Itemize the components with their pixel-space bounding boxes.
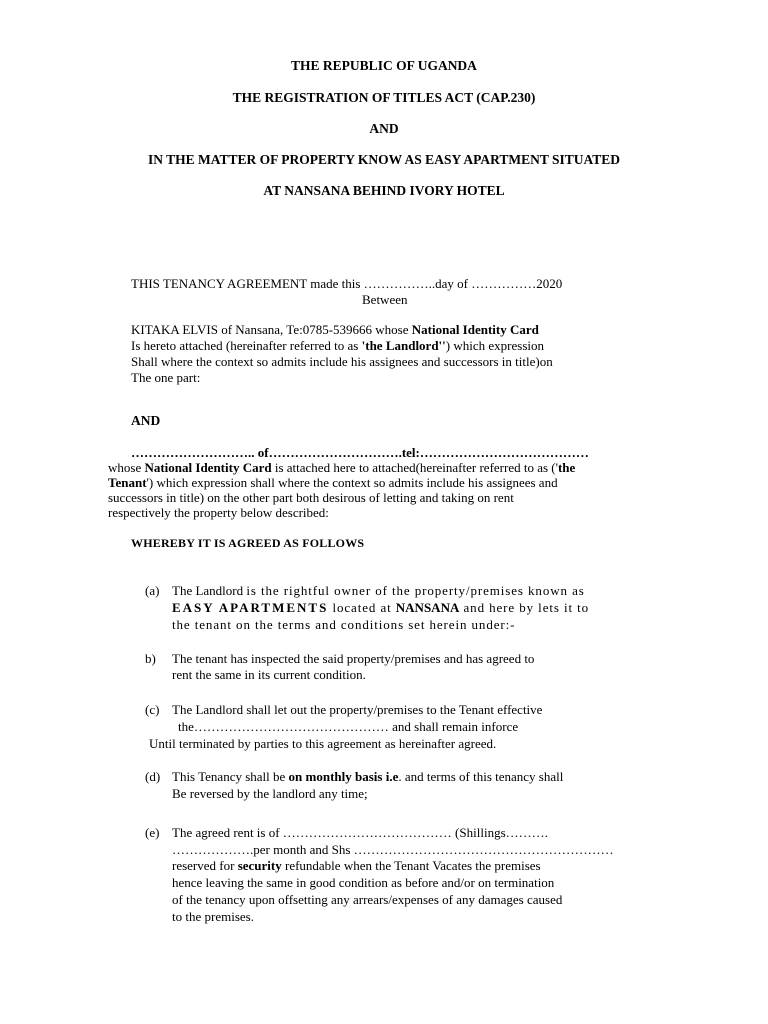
heading-matter: IN THE MATTER OF PROPERTY KNOW AS EASY APARTMENT SITUATED: [148, 152, 620, 167]
tenant-term: Tenant: [108, 475, 147, 490]
landlord-line-1: [131, 322, 539, 338]
clause-d-monthly-basis: on monthly basis i.e: [288, 769, 399, 784]
landlord-line-4: The one part:: [131, 370, 201, 385]
heading-republic: THE REPUBLIC OF UGANDA: [291, 58, 477, 73]
clause-d-marker: (d): [145, 769, 161, 784]
clause-b-line-1: The tenant has inspected the said property/premises and has agreed to: [172, 651, 535, 666]
clause-c-marker: (c): [145, 702, 160, 717]
tenant-line-2: [108, 475, 558, 491]
clause-e-security: security: [237, 858, 282, 873]
tenant-referred-text: is attached here to attached(hereinafter referred to as (': [271, 460, 558, 475]
landlord-name-text: KITAKA ELVIS of Nansana, Te:0785-539666 whose: [131, 322, 412, 337]
tenant-line-3: successors in title) on the other part both desirous of letting and taking on rent: [108, 490, 514, 505]
agreement-intro: THIS TENANCY AGREEMENT made this ……………..day of ……………2020: [131, 276, 563, 291]
clause-d-terms-text: . and terms of this tenancy shall: [398, 769, 564, 784]
clause-e-reserved-text: reserved for: [172, 858, 238, 873]
clause-e-line-1: The agreed rent is of ………………………………… (Shillings……….: [172, 825, 548, 840]
landlord-referred-text: Is hereto attached (hereinafter referred to as: [131, 338, 362, 353]
heading-and: AND: [369, 121, 399, 136]
tenant-line-4: respectively the property below described:: [108, 505, 329, 520]
heading-location: AT NANSANA BEHIND IVORY HOTEL: [263, 183, 505, 198]
clause-a-located-text: located at: [328, 600, 396, 615]
landlord-expression-text: ) which expression: [445, 338, 544, 353]
clause-e-line-2: ……………….per month and Shs ……………………………………………………: [172, 842, 614, 857]
clause-e-line-4: hence leaving the same in good condition as before and/or on termination: [172, 875, 555, 890]
landlord-line-2: [131, 338, 544, 354]
tenant-blank-line: ……………………….. of………………………….tel:…………………………………: [131, 445, 589, 460]
clause-d-line-2: Be reversed by the landlord any time;: [172, 786, 368, 801]
clause-a-marker: (a): [145, 583, 160, 598]
tenant-line-1: [108, 460, 575, 476]
clause-e-refundable-text: refundable when the Tenant Vacates the premises: [281, 858, 541, 873]
clause-a-location: NANSANA: [395, 600, 460, 615]
whereby-heading: WHEREBY IT IS AGREED AS FOLLOWS: [131, 536, 365, 550]
clause-e-line-5: of the tenancy upon offsetting any arrears/expenses of any damages caused: [172, 892, 563, 907]
tenant-expression-text: ') which expression shall where the context so admits include his assignees and: [146, 475, 558, 490]
clause-d-tenancy-text: This Tenancy shall be: [172, 769, 289, 784]
clause-e-marker: (e): [145, 825, 160, 840]
tenant-id-card: National Identity Card: [144, 460, 272, 475]
clause-a-property-name: EASY APARTMENTS: [172, 600, 329, 615]
landlord-term: 'the Landlord'': [361, 338, 446, 353]
heading-act: THE REGISTRATION OF TITLES ACT (CAP.230): [232, 90, 536, 105]
clause-e-line-6: to the premises.: [172, 909, 254, 924]
between-label: Between: [362, 292, 408, 307]
landlord-id-card: National Identity Card: [411, 322, 539, 337]
clause-b-line-2: rent the same in its current condition.: [172, 667, 366, 682]
clause-a-landlord-text: The Landlord: [172, 583, 247, 598]
clause-a-line-2: [172, 600, 589, 616]
clause-c-line-3: Until terminated by parties to this agreement as hereinafter agreed.: [149, 736, 497, 751]
clause-a-lets-text: and here by lets it to: [459, 600, 590, 615]
tenant-whose-text: whose: [108, 460, 145, 475]
clause-b-marker: b): [145, 651, 156, 666]
clause-e-line-3: [172, 858, 541, 874]
clause-c-line-1: The Landlord shall let out the property/premises to the Tenant effective: [172, 702, 543, 717]
clause-d-line-1: [172, 769, 563, 785]
clause-a-line-1: [172, 583, 585, 599]
landlord-line-3: Shall where the context so admits include his assignees and successors in title)on: [131, 354, 553, 369]
and-label: AND: [131, 413, 161, 428]
clause-c-line-2: the……………………………………… and shall remain inforce: [178, 719, 519, 734]
tenant-the-term: the: [557, 460, 576, 475]
clause-a-owner-text: is the rightful owner of the property/premises known as: [246, 583, 585, 598]
clause-a-line-3: the tenant on the terms and conditions set herein under:-: [172, 617, 516, 632]
